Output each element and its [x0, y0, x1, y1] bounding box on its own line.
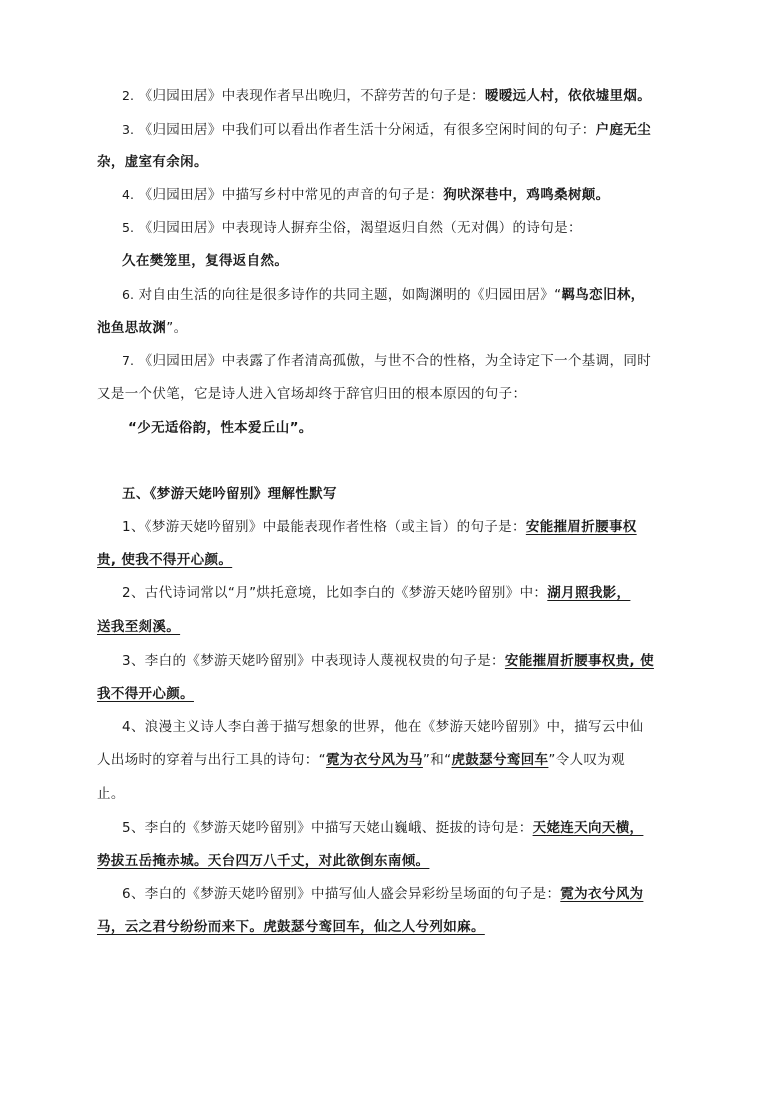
answer: 久在樊笼里，复得返自然。 — [122, 253, 289, 269]
s5-item-6: 6、李白的《梦游天姥吟留别》中描写仙人盛会异彩纷呈场面的句子是：霓为衣兮风为 — [122, 886, 644, 902]
item-2: 2. 《归园田居》中表现作者早出晚归，不辞劳苦的句子是：暧暧远人村，依依墟里烟。 — [122, 88, 652, 104]
answer: 虎鼓瑟兮鸾回车 — [451, 752, 549, 768]
item-5: 5. 《归园田居》中表现诗人摒弃尘俗，渴望返归自然（无对偶）的诗句是： — [122, 220, 582, 236]
answer: 我不得开心颜。 — [97, 686, 194, 702]
item-6: 6. 对自由生活的向往是很多诗作的共同主题，如陶渊明的《归园田居》“羁鸟恋旧林， — [122, 287, 645, 303]
s5-item-2: 2、古代诗词常以“月”烘托意境，比如李白的《梦游天姥吟留别》中：湖月照我影， — [122, 585, 631, 601]
s5-item-5-cont — [97, 851, 687, 871]
item-3-cont — [97, 152, 687, 172]
s5-item-4: 4、浪漫主义诗人李白善于描写想象的世界，他在《梦游天姥吟留别》中，描写云中仙 — [122, 719, 644, 735]
s5-item-2-cont — [97, 617, 687, 637]
s5-item-5: 5、李白的《梦游天姥吟留别》中描写天姥山巍峨、挺拔的诗句是：天姥连天向天横， — [122, 820, 644, 836]
answer: 马，云之君兮纷纷而来下。虎鼓瑟兮鸾回车，仙之人兮列如麻。 — [97, 919, 485, 935]
item-5-answer — [122, 251, 712, 271]
answer: 霓为衣兮风为马 — [325, 752, 423, 768]
answer: “少无适俗韵，性本爱丘山”。 — [128, 420, 313, 436]
answer: 贵, 使我不得开心颜。 — [97, 552, 233, 568]
item-7-cont: 又是一个伏笔，它是诗人进入官场却终于辞官归田的根本原因的句子： — [97, 386, 527, 402]
answer: 狗吠深巷中，鸡鸣桑树颠。 — [443, 187, 610, 203]
s5-item-3-cont — [97, 684, 687, 704]
answer: 户庭无尘 — [595, 122, 652, 138]
s5-item-4-cont: 人出场时的穿着与出行工具的诗句：“霓为衣兮风为马”和“虎鼓瑟兮鸾回车”令人叹为观 — [97, 752, 625, 768]
answer: 送我至剡溪。 — [97, 619, 181, 635]
answer: 杂，虚室有余闲。 — [97, 154, 208, 170]
answer: 暧暧远人村，依依墟里烟。 — [484, 88, 652, 104]
answer: 湖月照我影， — [547, 585, 631, 601]
s5-item-3: 3、李白的《梦游天姥吟留别》中表现诗人蔑视权贵的句子是：安能摧眉折腰事权贵, 使 — [122, 653, 654, 669]
s5-item-1: 1、《梦游天姥吟留别》中最能表现作者性格（或主旨）的句子是：安能摧眉折腰事权 — [122, 519, 637, 535]
answer: 安能摧眉折腰事权贵, 使 — [504, 653, 654, 669]
answer: 羁鸟恋旧林， — [561, 287, 645, 303]
item-7-answer — [128, 418, 718, 438]
section-heading: 五、《梦游天姥吟留别》理解性默写 — [122, 486, 337, 502]
item-3: 3. 《归园田居》中我们可以看出作者生活十分闲适，有很多空闲时间的句子：户庭无尘 — [122, 122, 652, 138]
answer: 势拔五岳掩赤城。天台四万八千丈，对此欲倒东南倾。 — [97, 853, 430, 869]
answer: 天姥连天向天横， — [532, 820, 644, 836]
item-6-cont: 池鱼思故渊”。 — [97, 320, 188, 336]
answer: 安能摧眉折腰事权 — [525, 519, 637, 535]
answer: 池鱼思故渊 — [97, 320, 167, 336]
s5-item-4-end: 止。 — [97, 786, 125, 802]
s5-item-1-cont — [97, 550, 687, 570]
s5-item-6-cont — [97, 917, 687, 937]
answer: 霓为衣兮风为 — [560, 886, 644, 902]
item-4: 4. 《归园田居》中描写乡村中常见的声音的句子是：狗吠深巷中，鸡鸣桑树颠。 — [122, 187, 610, 203]
item-7: 7. 《归园田居》中表露了作者清高孤傲，与世不合的性格，为全诗定下一个基调，同时 — [122, 353, 652, 369]
